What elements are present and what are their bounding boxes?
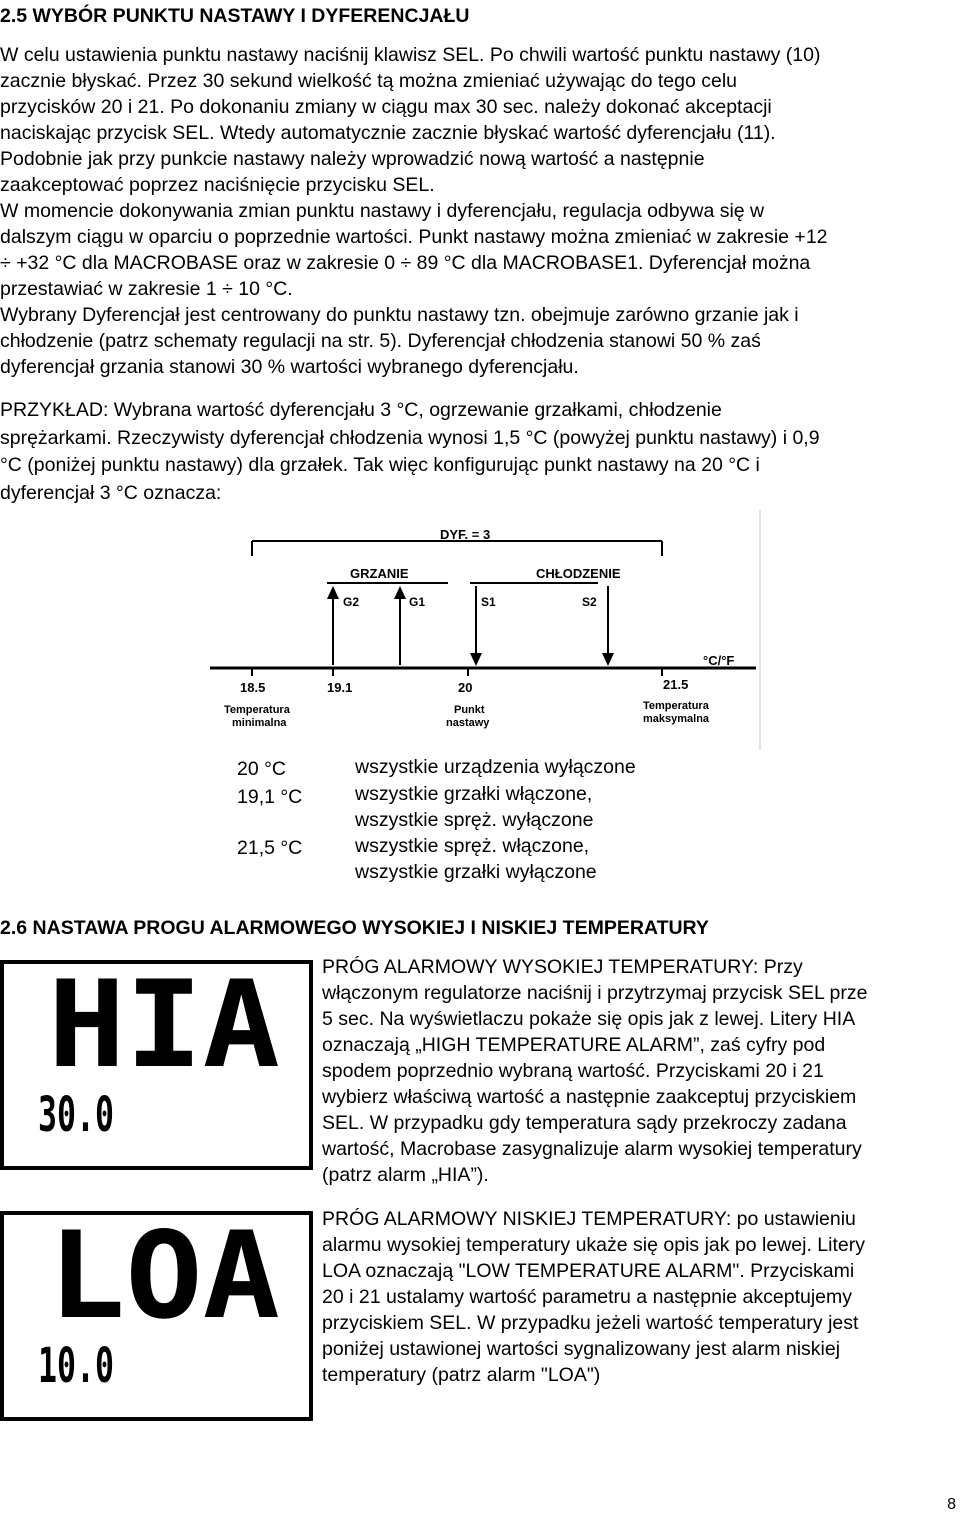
text-line: przycisków 20 i 21. Po dokonaniu zmiany w ciągu max 30 sec. należy dokonać akceptacji (0, 96, 772, 118)
lcd-value-text: 10.0 (38, 1338, 114, 1394)
tick-label: 19.1 (327, 680, 353, 695)
text-line: PRÓG ALARMOWY WYSOKIEJ TEMPERATURY: Przy (322, 956, 803, 978)
heating-label: GRZANIE (350, 566, 409, 581)
lcd-display-loa (0, 1211, 313, 1421)
text-line: Podobnie jak przy punkcie nastawy należy wprowadzić nową wartość a następnie (0, 148, 705, 170)
text-line: PRÓG ALARMOWY NISKIEJ TEMPERATURY: po ustawieniu (322, 1208, 856, 1230)
lcd-hia-svg (4, 964, 309, 1166)
page-number: 8 (947, 1496, 956, 1513)
text-line: zaakceptować poprzez naciśnięcie przycisku SEL. (0, 174, 435, 196)
text-line: dyferencjał grzania stanowi 30 % wartości wybranego dyferencjału. (0, 356, 579, 378)
text-line: chłodzenie (patrz schematy regulacji na str. 5). Dyferencjał chłodzenia stanowi 50 % zaś (0, 330, 761, 352)
state-cell: wszystkie spręż. wyłączone (355, 809, 594, 831)
text-line: W momencie dokonywania zmian punktu nastawy i dyferencjału, regulacja odbywa się w (0, 200, 765, 222)
tick-label: 20 (458, 680, 473, 695)
text-line: zacznie błyskać. Przez 30 sekund wielkość tą można zmieniać używając do tego celu (0, 70, 738, 92)
text-line: SEL. W przypadku gdy temperatura sądy przekroczy zadana (322, 1112, 847, 1134)
text-line: LOA oznaczają "LOW TEMPERATURE ALARM". Przyciskami (322, 1260, 855, 1282)
state-cell: wszystkie grzałki wyłączone (355, 861, 597, 883)
switch-label-s2: S2 (582, 595, 597, 609)
text-line: (patrz alarm „HIA”). (322, 1164, 489, 1186)
text-line: dyferencjał 3 °C oznacza: (0, 481, 222, 504)
text-line: przestawiać w zakresie 1 ÷ 10 °C. (0, 278, 293, 300)
temp-cell: 19,1 °C (237, 786, 303, 808)
tick-label: 21.5 (663, 677, 689, 692)
loa-description (322, 1206, 958, 1388)
state-cell: wszystkie grzałki włączone, (355, 783, 593, 805)
cooling-label: CHŁODZENIE (536, 566, 621, 581)
unit-label: °C/°F (703, 653, 735, 668)
text-line: °C (poniżej punktu nastawy) dla grzałek. Tak więc konfigurując punkt nastawy na 20 °C i (0, 454, 760, 476)
text-line: wybierz właściwą wartość a następnie zaakceptuj przyciskiem (322, 1086, 857, 1108)
arrow-down-icon (470, 653, 482, 666)
lcd-display-hia (0, 960, 313, 1170)
caption-setpoint: Punkt (454, 704, 485, 716)
lcd-value-text: 30.0 (38, 1087, 114, 1143)
switch-label-s1: S1 (481, 595, 496, 609)
text-line: naciskając przycisk SEL. Wtedy automatycznie zacznie błyskać wartość dyferencjału (11). (0, 122, 776, 144)
temp-cell: 20 °C (237, 758, 286, 780)
lcd-loa-svg (4, 1215, 309, 1417)
text-line: spodem poprzednio wybraną wartość. Przyciskami 20 i 21 (322, 1060, 824, 1082)
text-line: dalszym ciągu w oparciu o poprzednie wartości. Punkt nastawy można zmieniać w zakresie +12 (0, 226, 828, 248)
arrow-down-icon (602, 653, 614, 666)
lcd-main-text: LOA (48, 1215, 280, 1346)
tick-label: 18.5 (240, 680, 266, 695)
text-line: 20 i 21 ustalamy wartość parametru a następnie akceptujemy (322, 1286, 853, 1308)
text-line: przyciskiem SEL. W przypadku jeżeli wartość temperatury jest (322, 1312, 859, 1334)
caption-min: Temperatura (224, 704, 290, 716)
arrow-up-icon (327, 586, 339, 599)
state-cell: wszystkie urządzenia wyłączone (355, 756, 636, 778)
text-line: poniżej ustawionej wartości sygnalizowany jest alarm niskiej (322, 1338, 841, 1360)
text-line: W celu ustawienia punktu nastawy naciśnij klawisz SEL. Po chwili wartość punktu nastawy (10) (0, 44, 821, 66)
hia-description (322, 954, 958, 1188)
text-line: oznaczają „HIGH TEMPERATURE ALARM”, zaś cyfry pod (322, 1034, 826, 1056)
text-line: Wybrany Dyferencjał jest centrowany do punktu nastawy tzn. obejmuje zarówno grzanie jak i (0, 304, 799, 326)
caption-setpoint: nastawy (446, 717, 490, 729)
text-line: włączonym regulatorze naciśnij i przytrzymaj przycisk SEL prze (322, 982, 868, 1004)
switch-label-g1: G1 (409, 595, 426, 609)
text-line: ÷ +32 °C dla MACROBASE oraz w zakresie 0 ÷ 89 °C dla MACROBASE1. Dyferencjał można (0, 252, 811, 274)
section-heading-setpoint: 2.5 WYBÓR PUNKTU NASTAWY I DYFERENCJAŁU (0, 5, 470, 27)
arrow-up-icon (394, 586, 406, 599)
temp-cell: 21,5 °C (237, 837, 303, 859)
caption-max: maksymalna (643, 713, 710, 725)
caption-max: Temperatura (643, 700, 709, 712)
section-heading-alarm: 2.6 NASTAWA PROGU ALARMOWEGO WYSOKIEJ I NISKIEJ TEMPERATURY (0, 917, 709, 939)
text-line: 5 sec. Na wyświetlaczu pokaże się opis jak z lewej. Litery HIA (322, 1008, 856, 1030)
text-line: wartość, Macrobase zasygnalizuje alarm wysokiej temperatury (322, 1138, 862, 1160)
dyf-label: DYF. = 3 (440, 527, 491, 542)
text-line: sprężarkami. Rzeczywisty dyferencjał chłodzenia wynosi 1,5 °C (powyżej punktu nastawy) i 0,9 (0, 426, 820, 449)
caption-min: minimalna (232, 717, 287, 729)
text-line: PRZYKŁAD: Wybrana wartość dyferencjału 3 °C, ogrzewanie grzałkami, chłodzenie (0, 399, 722, 421)
state-cell: wszystkie spręż. włączone, (355, 835, 590, 857)
text-line: alarmu wysokiej temperatury ukaże się opis jak po lewej. Litery (322, 1234, 865, 1256)
text-line: temperatury (patrz alarm "LOA") (322, 1364, 601, 1386)
lcd-main-text: HIA (48, 964, 280, 1095)
switch-label-g2: G2 (343, 595, 360, 609)
